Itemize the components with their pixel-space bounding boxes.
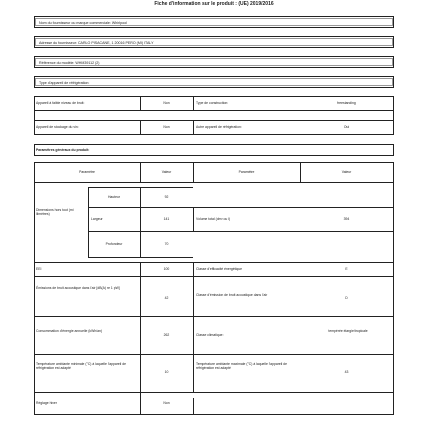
max-temp-value: 43 <box>344 370 349 374</box>
annual-energy-value: 262 <box>163 333 170 337</box>
eei-label: EEI <box>36 267 42 271</box>
noise-emission-value: 42 <box>164 296 169 300</box>
type-row-1-label: Appareil à faible niveau de bruit: <box>36 101 85 105</box>
energy-class-value: E <box>345 267 348 271</box>
min-temp-value: 10 <box>164 370 169 374</box>
max-temp-label: Température ambiante maximale (°C) à laquelle l'appareil de réfrigération est adapté <box>196 362 287 370</box>
supplier-name-field <box>34 16 394 28</box>
type-row-1-value2: freestanding <box>337 101 356 105</box>
type-row-2-value2: Oui <box>343 125 350 129</box>
type-row-1-label2: Type de construction: <box>196 101 229 105</box>
dim-width-label: Largeur <box>91 217 103 221</box>
type-row-2-value: Non <box>163 125 170 129</box>
type-row-2-label2: Autre appareil de réfrigération: <box>196 125 242 129</box>
annual-energy-label: Consommation d'énergie annuelle (kWh/an) <box>36 329 103 333</box>
params-header-value-2: Valeur <box>341 170 352 174</box>
energy-class-label: Classe d'efficacité énergétique <box>196 267 243 271</box>
appliance-type-field <box>34 76 394 88</box>
dim-depth-label: Profondeur <box>105 242 123 246</box>
dim-height-label: Hauteur <box>107 195 121 199</box>
winter-setting-value: Non <box>163 401 170 405</box>
params-heading: Paramètres généraux du produit: <box>36 148 90 152</box>
document-title: Fiche d'information sur le produit : (UE) 2019/2016 <box>154 1 274 7</box>
eei-value: 100 <box>163 267 170 271</box>
params-header-value: Valeur <box>161 170 172 174</box>
climate-class-value: tempérée élargie/tropicale <box>328 329 368 333</box>
noise-class-value: D <box>345 296 348 300</box>
supplier-address-text: Adresse du fournisseur: CARLO PISACANE, 1 20016 PERO (MI) ITALY <box>35 38 393 46</box>
model-ref-field <box>34 56 394 68</box>
volume-value: 394 <box>343 217 350 221</box>
min-temp-label: Température ambiante minimale (°C) à laquelle l'appareil de réfrigération est adapté <box>36 362 127 370</box>
supplier-address-field <box>34 36 394 48</box>
model-ref-text: Référence du modèle: WHM39112 (2) <box>35 58 393 66</box>
noise-emission-label: Émissions de bruit acoustique dans l'air [dB(A) re 1 pW] <box>36 286 120 290</box>
dimensions-label: Dimensions hors tout (mi llimètres) <box>36 208 74 216</box>
params-header-param-2: Paramètre <box>238 170 255 174</box>
type-row-2-label: Appareil de stockage du vin: <box>36 125 79 129</box>
noise-class-label: Classe d'émission de bruit acoustique dans l'air <box>196 293 268 297</box>
appliance-type-text: Type d'appareil de réfrigération: <box>35 78 393 86</box>
dim-height-value: 92 <box>164 195 169 199</box>
type-row-1-value: Non <box>163 101 170 105</box>
climate-class-label: Classe climatique: <box>196 333 224 337</box>
params-header-param: Paramètre <box>79 170 95 174</box>
winter-setting-label: Réglage hiver <box>36 401 57 405</box>
dim-width-value: 141 <box>163 217 170 221</box>
dim-depth-value: 70 <box>164 242 169 246</box>
supplier-name-text: Nom du fournisseur ou marque commerciale: Whirlpool <box>35 18 393 26</box>
volume-label: Volume total (dm³ ou l) <box>196 217 231 221</box>
